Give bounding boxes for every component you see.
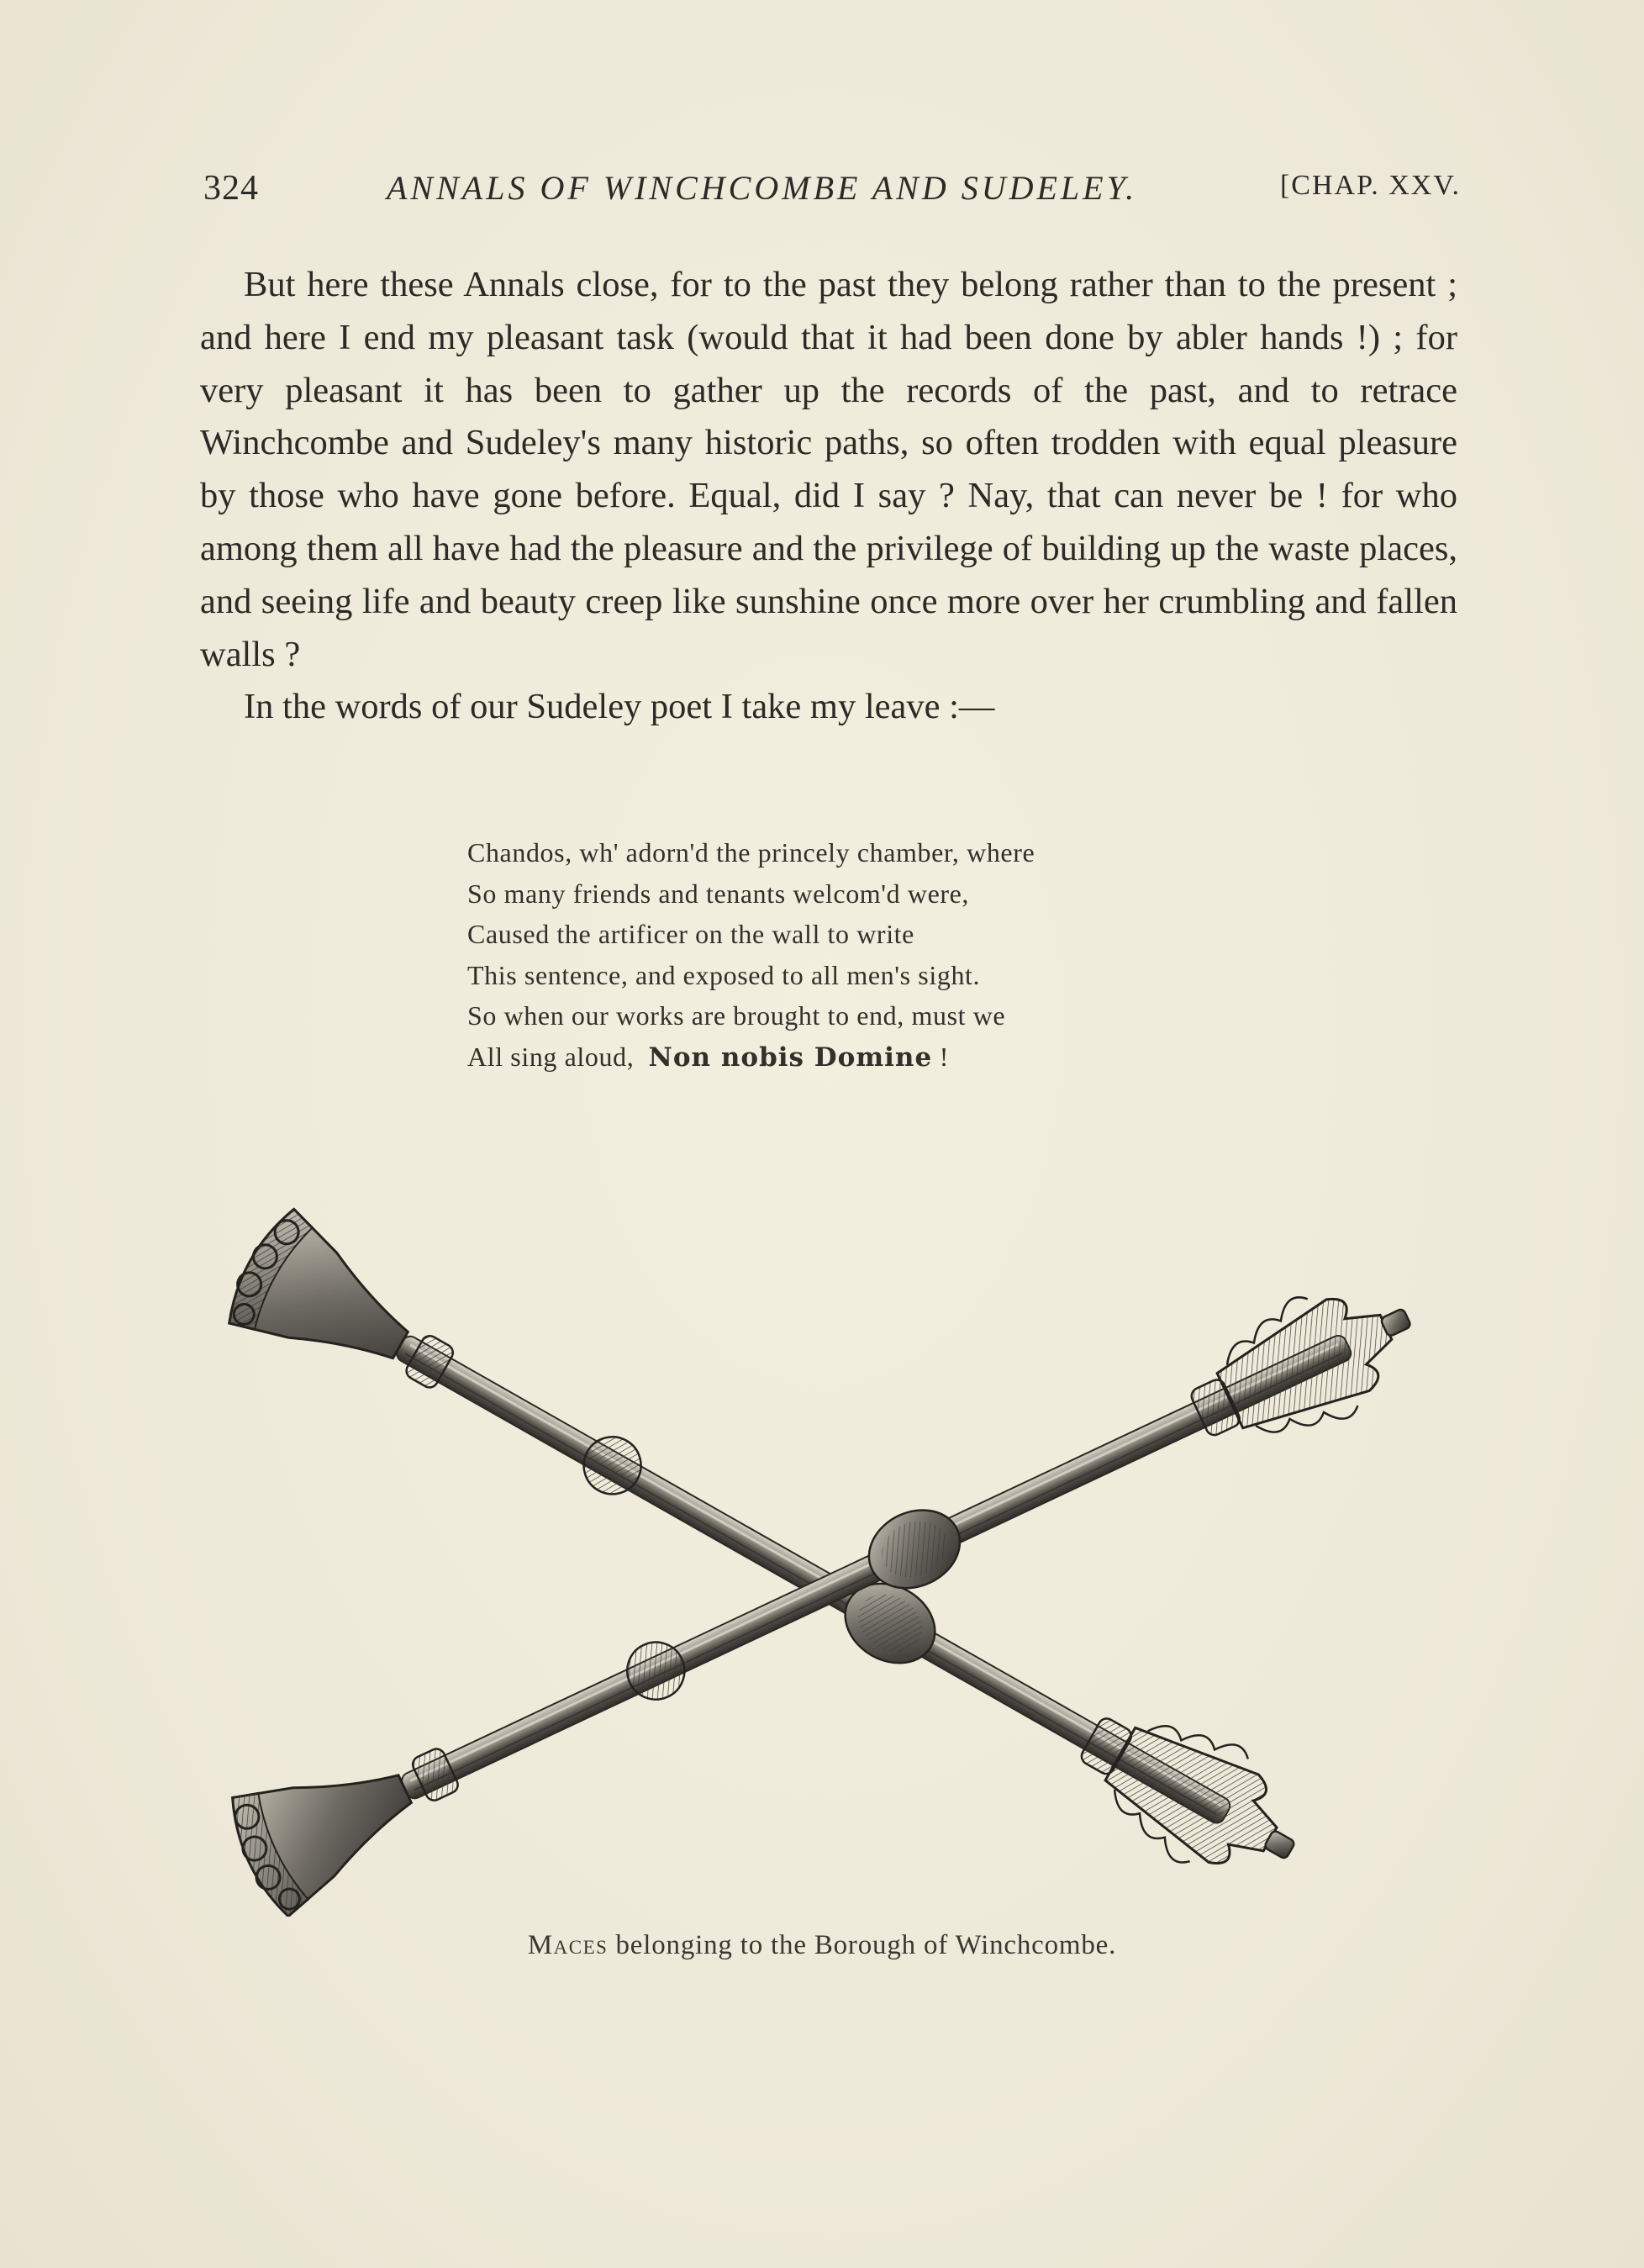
paragraph-1: But here these Annals close, for to the past they belong rather than to the present ; and here I end my pleasant task (would that it had been done by abler hands !) ; for very pleasant it has been to gather up the records of the past, and to retrace Winchcombe and Sudeley's many historic paths, so often trodden with equal pleasure by those who have gone before. Equal, did I say ? Nay, that can never be ! for who among them all have had the pleasure and the privilege of building up the waste places, and seeing life and beauty creep like sunshine once more over her crumbling and fallen walls ? <box>200 265 1457 674</box>
caption-smallcaps: Maces <box>527 1930 609 1960</box>
figure-caption <box>0 1930 1644 1961</box>
chapter-label: [CHAP. XXV. <box>1279 170 1461 201</box>
verse-last-line-suffix: ! <box>932 1041 950 1072</box>
caption-text: belonging to the Borough of Winchcombe. <box>608 1930 1117 1960</box>
page-number: 324 <box>203 169 259 208</box>
crossed-maces-icon <box>185 1194 1462 1917</box>
running-header <box>200 168 1461 219</box>
running-title: ANNALS OF WINCHCOMBE AND SUDELEY. <box>387 169 1138 207</box>
verse-last-line-prefix: All sing aloud, <box>467 1041 635 1072</box>
verse-line: Caused the artificer on the wall to write <box>467 919 914 949</box>
verse-quotation <box>467 832 1224 1078</box>
paragraph-2: In the words of our Sudeley poet I take my leave :— <box>244 687 995 727</box>
body-text <box>200 259 1457 734</box>
latin-motto: Non nobis Domine <box>648 1042 933 1073</box>
verse-line: This sentence, and exposed to all men's sight. <box>467 959 981 990</box>
verse-last-line <box>467 1036 1224 1079</box>
verse-line: So when our works are brought to end, must we <box>467 1000 1006 1031</box>
verse-line: So many friends and tenants welcom'd were, <box>467 878 970 909</box>
verse-line: Chandos, wh' adorn'd the princely chamber, where <box>467 837 1035 868</box>
